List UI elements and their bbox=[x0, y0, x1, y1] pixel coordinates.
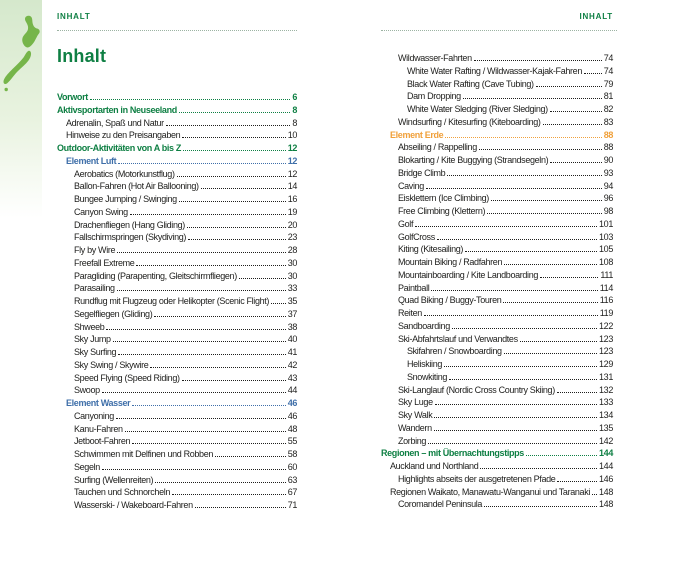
toc-entry-page: 101 bbox=[599, 218, 613, 229]
toc-entry-page: 81 bbox=[603, 91, 613, 102]
dot-leader bbox=[125, 431, 286, 432]
toc-entry-page: 67 bbox=[287, 487, 297, 498]
page-right bbox=[381, 13, 617, 511]
toc-entry-label: Coromandel Peninsula bbox=[398, 499, 483, 510]
toc-entry-label: Quad Biking / Buggy-Touren bbox=[398, 295, 502, 306]
toc-entry-label: Parasailing bbox=[74, 283, 115, 294]
toc-entry-label: Aerobatics (Motorkunstflug) bbox=[74, 168, 175, 179]
toc-entry-page: 28 bbox=[287, 245, 297, 255]
dot-leader bbox=[452, 328, 597, 329]
dot-leader bbox=[520, 341, 597, 342]
toc-entry bbox=[57, 321, 297, 334]
toc-entry-page: 83 bbox=[603, 116, 613, 127]
toc-entry-label: Golf bbox=[398, 218, 414, 229]
dot-leader bbox=[557, 392, 597, 393]
toc-entry bbox=[57, 219, 297, 232]
toc-entry-label: Highlights abseits der ausgetretenen Pfade bbox=[398, 473, 556, 484]
dot-leader bbox=[487, 213, 602, 214]
toc-entry-label: Regionen Waikato, Manawatu-Wanganui und Taranaki bbox=[390, 486, 590, 497]
toc-entry-label: Kanu-Fahren bbox=[74, 423, 123, 434]
dot-leader bbox=[166, 125, 291, 126]
dot-leader bbox=[154, 316, 285, 317]
dot-leader bbox=[484, 506, 597, 507]
toc-entry-label: Ski-Langlauf (Nordic Cross Country Skiing) bbox=[398, 384, 555, 395]
toc-entry-page: 144 bbox=[599, 461, 613, 471]
toc-entry-label: Skifahren / Snowboarding bbox=[407, 346, 502, 357]
dot-leader bbox=[445, 137, 601, 138]
toc-entry-page: 60 bbox=[287, 461, 297, 472]
toc-entry bbox=[57, 129, 297, 142]
toc-entry-label: Bungee Jumping / Swinging bbox=[74, 194, 177, 204]
toc-entry-page: 129 bbox=[599, 359, 613, 369]
toc-entry-label: Wasserski- / Wakeboard-Fahren bbox=[74, 500, 193, 510]
toc-entry-page: 8 bbox=[292, 104, 297, 115]
toc-entry bbox=[57, 333, 297, 346]
toc-entry-label: Segeln bbox=[74, 461, 100, 472]
toc-entry bbox=[381, 486, 613, 499]
dot-leader bbox=[504, 264, 597, 265]
new-zealand-map-icon bbox=[3, 15, 45, 99]
toc-entry bbox=[381, 218, 613, 231]
toc-entry-page: 132 bbox=[599, 384, 613, 395]
dot-leader bbox=[543, 124, 602, 125]
dot-leader bbox=[179, 201, 286, 202]
toc-entry bbox=[381, 345, 613, 358]
toc-entry bbox=[57, 308, 297, 321]
toc-entry-page: 74 bbox=[603, 53, 613, 63]
toc-entry-page: 108 bbox=[599, 257, 613, 267]
toc-entry bbox=[381, 333, 613, 346]
dot-leader bbox=[592, 494, 597, 495]
toc-entry bbox=[57, 384, 297, 397]
toc-entry-label: Tauchen und Schnorcheln bbox=[74, 487, 171, 498]
toc-entry bbox=[381, 141, 613, 154]
toc-entry-page: 38 bbox=[287, 321, 297, 332]
toc-entry bbox=[57, 486, 297, 499]
toc-entry bbox=[381, 409, 613, 422]
toc-entry-page: 44 bbox=[287, 385, 297, 396]
toc-entry-label: Canyon Swing bbox=[74, 206, 128, 217]
toc-entry bbox=[57, 193, 297, 206]
toc-entry-page: 16 bbox=[287, 194, 297, 204]
toc-entry-page: 90 bbox=[603, 155, 613, 165]
toc-entry-page: 46 bbox=[287, 410, 297, 421]
toc-entry-page: 122 bbox=[599, 320, 613, 331]
toc-entry-label: Surfing (Wellenreiten) bbox=[74, 474, 154, 485]
toc-entry-label: Element Wasser bbox=[66, 398, 131, 408]
dot-leader bbox=[102, 392, 286, 393]
toc-entry bbox=[381, 65, 613, 78]
toc-entry bbox=[57, 423, 297, 436]
toc-entry-label: Zorbing bbox=[398, 435, 427, 446]
toc-entry-page: 146 bbox=[599, 473, 613, 484]
dot-leader bbox=[271, 303, 286, 304]
toc-entry-page: 119 bbox=[599, 308, 613, 318]
toc-entry-page: 40 bbox=[287, 334, 297, 345]
toc-entry-label: Auckland und Northland bbox=[390, 461, 479, 471]
header-dotted-rule-left bbox=[57, 30, 297, 31]
toc-entry bbox=[57, 231, 297, 244]
toc-entry-page: 14 bbox=[287, 181, 297, 192]
toc-entry-label: Blokarting / Kite Buggying (Strandsegeln) bbox=[398, 155, 549, 165]
toc-entry-page: 98 bbox=[603, 206, 613, 216]
toc-entry-page: 116 bbox=[599, 295, 613, 306]
toc-entry-page: 79 bbox=[603, 78, 613, 89]
dot-leader bbox=[132, 405, 285, 406]
toc-entry bbox=[381, 78, 613, 91]
dot-leader bbox=[434, 430, 597, 431]
toc-entry-label: Windsurfing / Kitesurfing (Kiteboarding) bbox=[398, 116, 541, 127]
dot-leader bbox=[431, 290, 597, 291]
toc-entry-label: Wildwasser-Fahrten bbox=[398, 53, 472, 63]
toc-entry-label: Element Luft bbox=[66, 155, 117, 166]
dot-leader bbox=[540, 277, 598, 278]
toc-entry bbox=[57, 180, 297, 193]
toc-entry-label: Outdoor-Aktivitäten von A bis Z bbox=[57, 143, 181, 153]
toc-entry-label: Free Climbing (Klettern) bbox=[398, 206, 486, 216]
dot-leader bbox=[434, 417, 597, 418]
toc-entry bbox=[381, 103, 613, 116]
toc-entry-label: Hinweise zu den Preisangaben bbox=[66, 130, 181, 141]
dot-leader bbox=[182, 380, 286, 381]
toc-entry bbox=[57, 372, 297, 385]
toc-entry-label: Element Erde bbox=[390, 129, 444, 140]
toc-entry bbox=[381, 396, 613, 409]
dot-leader bbox=[480, 468, 597, 469]
dot-leader bbox=[172, 494, 286, 495]
toc-entry-label: Sky Surfing bbox=[74, 347, 117, 357]
toc-entry bbox=[57, 359, 297, 372]
toc-entry-page: 103 bbox=[599, 231, 613, 242]
toc-entry-page: 30 bbox=[287, 270, 297, 281]
toc-entry bbox=[57, 448, 297, 461]
dot-leader bbox=[426, 188, 602, 189]
toc-entry bbox=[57, 295, 297, 308]
toc-entry-label: Vorwort bbox=[57, 92, 88, 102]
toc-entry-label: Eisklettern (Ice Climbing) bbox=[398, 193, 489, 204]
dot-leader bbox=[465, 251, 597, 252]
toc-entry-label: Adrenalin, Spaß und Natur bbox=[66, 117, 164, 128]
dot-leader bbox=[136, 265, 285, 266]
toc-entry-label: Ballon-Fahren (Hot Air Ballooning) bbox=[74, 181, 199, 192]
toc-entry-label: Segelfliegen (Gliding) bbox=[74, 308, 153, 319]
toc-column-right bbox=[381, 52, 617, 511]
dot-leader bbox=[474, 60, 602, 61]
toc-entry bbox=[57, 397, 297, 410]
toc-entry-label: Sky Luge bbox=[398, 397, 433, 408]
toc-entry-label: GolfCross bbox=[398, 231, 435, 242]
toc-entry-page: 114 bbox=[599, 282, 613, 293]
toc-entry-label: Sky Jump bbox=[74, 334, 111, 345]
toc-entry bbox=[57, 117, 297, 130]
toc-entry-label: Schwimmen mit Delfinen und Robben bbox=[74, 449, 214, 459]
toc-entry-page: 35 bbox=[287, 296, 297, 306]
toc-entry-page: 33 bbox=[287, 283, 297, 294]
toc-entry-page: 123 bbox=[599, 346, 613, 357]
toc-entry bbox=[381, 460, 613, 473]
toc-entry-page: 134 bbox=[599, 410, 613, 420]
toc-entry bbox=[57, 270, 297, 283]
toc-entry-label: Regionen – mit Übernachtungstipps bbox=[381, 448, 524, 459]
page-left bbox=[57, 13, 297, 512]
dot-leader bbox=[187, 227, 286, 228]
toc-entry-label: Fly by Wire bbox=[74, 245, 116, 255]
toc-entry-label: Reiten bbox=[398, 308, 422, 318]
toc-entry bbox=[381, 154, 613, 167]
toc-entry bbox=[57, 155, 297, 168]
dot-leader bbox=[435, 404, 597, 405]
toc-entry-label: Mountainboarding / Kite Landboarding bbox=[398, 269, 539, 280]
toc-entry-page: 6 bbox=[292, 92, 297, 102]
toc-entry bbox=[57, 142, 297, 155]
dot-leader bbox=[118, 354, 286, 355]
dot-leader bbox=[550, 162, 601, 163]
toc-entry-page: 93 bbox=[603, 167, 613, 178]
dot-leader bbox=[155, 482, 286, 483]
dot-leader bbox=[113, 341, 286, 342]
toc-entry-page: 30 bbox=[287, 257, 297, 268]
toc-entry-label: Caving bbox=[398, 180, 424, 191]
toc-entry-page: 8 bbox=[292, 117, 297, 128]
dot-leader bbox=[182, 137, 285, 138]
toc-entry bbox=[381, 52, 613, 65]
toc-entry bbox=[381, 205, 613, 218]
toc-entry bbox=[57, 410, 297, 423]
toc-entry bbox=[57, 257, 297, 270]
toc-entry-label: Speed Flying (Speed Riding) bbox=[74, 372, 180, 383]
dot-leader bbox=[536, 86, 602, 87]
toc-entry bbox=[381, 307, 613, 320]
toc-entry bbox=[381, 498, 613, 511]
toc-entry bbox=[381, 116, 613, 129]
toc-entry bbox=[381, 422, 613, 435]
toc-entry-page: 74 bbox=[603, 65, 613, 76]
toc-entry-label: Paintball bbox=[398, 282, 430, 293]
toc-entry-label: Aktivsportarten in Neuseeland bbox=[57, 104, 177, 115]
toc-entry-label: Shweeb bbox=[74, 321, 105, 332]
toc-entry bbox=[381, 384, 613, 397]
toc-entry-label: Fallschirmspringen (Skydiving) bbox=[74, 232, 187, 243]
toc-entry-label: Swoop bbox=[74, 385, 100, 396]
toc-entry-label: White Water Rafting / Wildwasser-Kajak-Fahren bbox=[407, 65, 582, 76]
toc-entry-label: Ski-Abfahrtslauf und Verwandtes bbox=[398, 333, 518, 344]
toc-entry-label: Freefall Extreme bbox=[74, 257, 135, 268]
toc-entry-page: 135 bbox=[599, 422, 613, 433]
toc-entry bbox=[381, 129, 613, 142]
dot-leader bbox=[132, 443, 286, 444]
toc-entry-page: 41 bbox=[287, 347, 297, 357]
dot-leader bbox=[177, 176, 286, 177]
toc-entry-label: Sky Swing / Skywire bbox=[74, 359, 149, 370]
toc-entry-page: 12 bbox=[287, 155, 297, 166]
dot-leader bbox=[424, 315, 598, 316]
dot-leader bbox=[437, 239, 597, 240]
toc-entry-page: 144 bbox=[599, 448, 613, 459]
toc-entry-page: 42 bbox=[287, 359, 297, 370]
dot-leader bbox=[195, 507, 286, 508]
dot-leader bbox=[557, 481, 597, 482]
dot-leader bbox=[215, 456, 286, 457]
toc-entry bbox=[381, 358, 613, 371]
dot-leader bbox=[117, 290, 286, 291]
toc-entry-page: 123 bbox=[599, 333, 613, 344]
dot-leader bbox=[106, 329, 285, 330]
dot-leader bbox=[449, 379, 597, 380]
toc-entry-page: 58 bbox=[287, 449, 297, 459]
toc-entry-label: Kiting (Kitesailing) bbox=[398, 244, 464, 255]
toc-entry-label: Bridge Climb bbox=[398, 167, 446, 178]
toc-entry bbox=[381, 180, 613, 193]
toc-entry bbox=[57, 346, 297, 359]
toc-entry-page: 82 bbox=[603, 104, 613, 114]
dot-leader bbox=[444, 366, 597, 367]
dot-leader bbox=[504, 353, 597, 354]
toc-entry bbox=[381, 320, 613, 333]
dot-leader bbox=[201, 188, 286, 189]
toc-entry-label: Sandboarding bbox=[398, 320, 450, 331]
dot-leader bbox=[188, 239, 286, 240]
toc-entry-page: 12 bbox=[287, 143, 297, 153]
dot-leader bbox=[179, 112, 290, 113]
dot-leader bbox=[463, 98, 602, 99]
toc-entry bbox=[381, 269, 613, 282]
toc-entry-label: Wandern bbox=[398, 422, 432, 433]
toc-entry-page: 96 bbox=[603, 193, 613, 204]
toc-entry bbox=[57, 435, 297, 448]
toc-entry-label: Canyoning bbox=[74, 410, 114, 421]
dot-leader bbox=[428, 443, 597, 444]
dot-leader bbox=[130, 214, 286, 215]
sidebar-strip bbox=[0, 0, 42, 218]
toc-entry-page: 37 bbox=[287, 308, 297, 319]
toc-entry-page: 10 bbox=[287, 130, 297, 141]
toc-entry bbox=[57, 244, 297, 257]
toc-entry-label: Sky Walk bbox=[398, 410, 433, 420]
toc-entry-page: 48 bbox=[287, 423, 297, 434]
toc-entry bbox=[57, 474, 297, 487]
toc-entry bbox=[57, 206, 297, 219]
toc-entry-label: Snowkiting bbox=[407, 371, 448, 382]
toc-entry bbox=[381, 447, 613, 460]
dot-leader bbox=[118, 163, 285, 164]
toc-entry-page: 19 bbox=[287, 206, 297, 217]
toc-entry bbox=[57, 282, 297, 295]
toc-entry-page: 88 bbox=[603, 142, 613, 153]
toc-entry bbox=[57, 168, 297, 181]
toc-entry-page: 46 bbox=[287, 398, 297, 408]
toc-entry bbox=[381, 167, 613, 180]
dot-leader bbox=[415, 226, 597, 227]
toc-entry bbox=[381, 256, 613, 269]
dot-leader bbox=[150, 367, 285, 368]
toc-entry-page: 23 bbox=[287, 232, 297, 243]
toc-entry-page: 71 bbox=[287, 500, 297, 510]
toc-column-left bbox=[57, 91, 297, 512]
toc-entry-label: Jetboot-Fahren bbox=[74, 436, 131, 447]
toc-entry-label: Rundflug mit Flugzeug oder Helikopter (Scenic Flight) bbox=[74, 296, 270, 306]
dot-leader bbox=[491, 200, 602, 201]
toc-entry-page: 88 bbox=[603, 129, 613, 140]
toc-entry bbox=[381, 192, 613, 205]
dot-leader bbox=[183, 150, 286, 151]
toc-entry-label: Heliskiing bbox=[407, 359, 443, 369]
toc-entry-label: Black Water Rafting (Cave Tubing) bbox=[407, 78, 534, 89]
toc-entry-page: 131 bbox=[599, 371, 613, 382]
toc-entry-page: 105 bbox=[599, 244, 613, 255]
dot-leader bbox=[102, 469, 286, 470]
toc-entry-page: 142 bbox=[599, 435, 613, 446]
toc-entry-label: Drachenfliegen (Hang Gliding) bbox=[74, 219, 185, 230]
toc-entry bbox=[381, 371, 613, 384]
toc-entry-label: Paragliding (Parapenting, Gleitschirmfliegen) bbox=[74, 270, 237, 281]
toc-entry bbox=[381, 282, 613, 295]
dot-leader bbox=[584, 73, 602, 74]
toc-entry bbox=[381, 294, 613, 307]
dot-leader bbox=[117, 252, 286, 253]
toc-entry-label: White Water Sledging (River Sledging) bbox=[407, 104, 548, 114]
toc-entry bbox=[381, 90, 613, 103]
toc-entry-page: 148 bbox=[599, 486, 613, 497]
toc-entry bbox=[381, 243, 613, 256]
dot-leader bbox=[90, 99, 290, 100]
toc-entry-page: 111 bbox=[600, 269, 613, 280]
dot-leader bbox=[526, 455, 597, 456]
toc-entry bbox=[57, 499, 297, 512]
toc-entry-page: 20 bbox=[287, 219, 297, 230]
running-head-left: INHALT bbox=[57, 12, 91, 21]
dot-leader bbox=[116, 418, 286, 419]
toc-entry bbox=[381, 231, 613, 244]
toc-entry-page: 43 bbox=[287, 372, 297, 383]
toc-entry bbox=[381, 473, 613, 486]
toc-entry-label: Dam Dropping bbox=[407, 91, 461, 102]
dot-leader bbox=[479, 149, 602, 150]
header-dotted-rule-right bbox=[381, 30, 617, 31]
toc-entry-label: Abseiling / Rappelling bbox=[398, 142, 477, 153]
toc-entry-page: 148 bbox=[599, 499, 613, 510]
dot-leader bbox=[550, 111, 602, 112]
toc-entry bbox=[57, 461, 297, 474]
dot-leader bbox=[239, 278, 286, 279]
toc-entry bbox=[57, 104, 297, 117]
toc-entry-page: 55 bbox=[287, 436, 297, 447]
toc-entry-label: Mountain Biking / Radfahren bbox=[398, 257, 503, 267]
toc-entry-page: 12 bbox=[287, 168, 297, 179]
toc-entry-page: 63 bbox=[287, 474, 297, 485]
toc-entry bbox=[381, 435, 613, 448]
toc-entry-page: 133 bbox=[599, 397, 613, 408]
dot-leader bbox=[447, 175, 601, 176]
toc-entry bbox=[57, 91, 297, 104]
page-title: Inhalt bbox=[57, 46, 107, 66]
toc-entry-page: 94 bbox=[603, 180, 613, 191]
running-head-right: INHALT bbox=[579, 12, 613, 21]
dot-leader bbox=[503, 302, 597, 303]
